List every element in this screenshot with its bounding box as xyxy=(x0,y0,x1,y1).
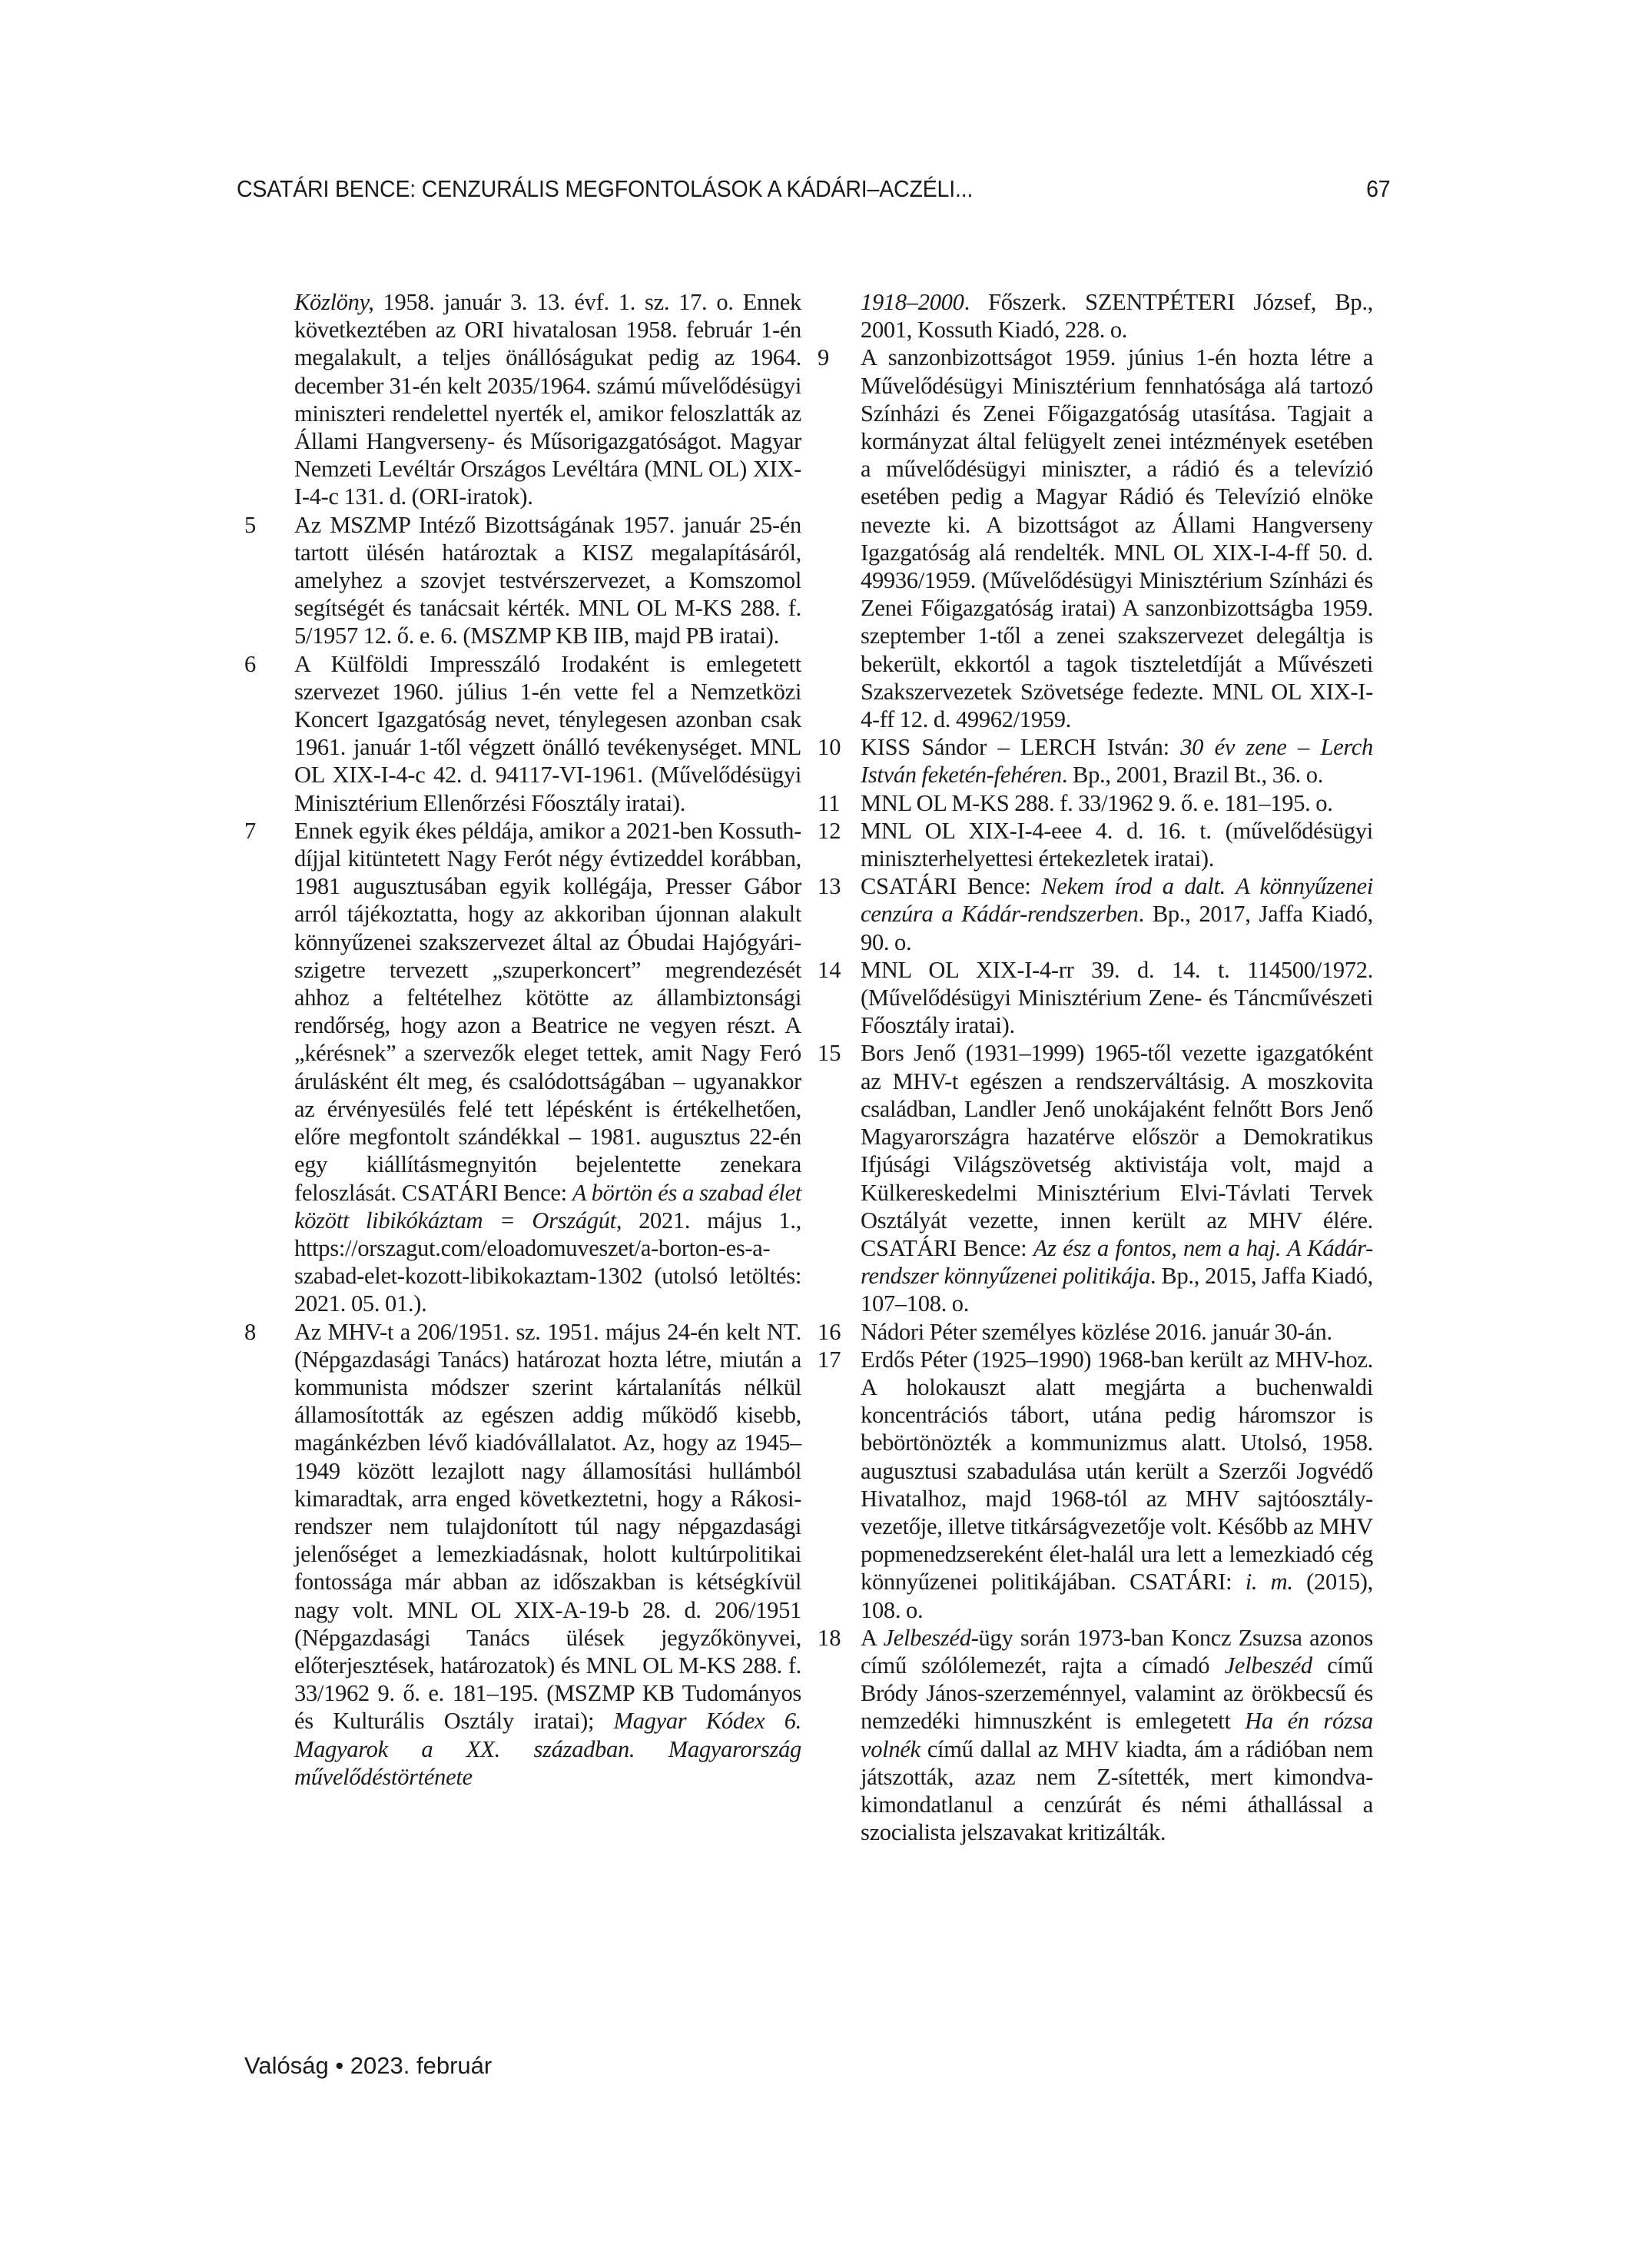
footnote-text: MNL OL XIX-I-4-rr 39. d. 14. t. 114500/1972. (Művelődésügyi Minisztérium Zene- és Táncművészeti Főosztály iratai). xyxy=(861,956,1373,1039)
footnote-number: 12 xyxy=(818,817,841,844)
footnote-9 xyxy=(818,344,1373,733)
footnote-14 xyxy=(818,956,1373,1040)
footnote-number: 18 xyxy=(818,1624,841,1651)
footnote-17 xyxy=(818,1346,1373,1624)
footnote-5 xyxy=(244,511,801,650)
footnote-text: A Külföldi Impresszáló Irodaként is emlegetett szervezet 1960. július 1-én vette fel a Nemzetközi Koncert Igazgatóság nevet, ténylegesen azonban csak 1961. január 1-től végzett önálló tevékenységet. MNL OL XIX-I-4-c 42. d. 94117-VI-1961. (Művelődésügyi Minisztérium Ellenőrzési Főosztály iratai). xyxy=(294,650,801,816)
footnote-8 xyxy=(244,1318,801,1791)
footnote-text: Közlöny, 1958. január 3. 13. évf. 1. sz. 17. o. Ennek következtében az ORI hivatalosan 1958. február 1-én megalakult, a teljes önállóságukat pedig az 1964. december 31-én kelt 2035/1964. számú művelődésügyi miniszteri rendelettel nyerték el, amikor feloszlatták az Állami Hangverseny- és Műsorigazgatóságot. Magyar Nemzeti Levéltár Országos Levéltára (MNL OL) XIX-I-4-c 131. d. (ORI-iratok). xyxy=(294,289,801,510)
footnote-number: 8 xyxy=(244,1318,257,1345)
footnote-text: MNL OL M-KS 288. f. 33/1962 9. ő. e. 181–195. o. xyxy=(861,789,1333,816)
footnote-text: Nádori Péter személyes közlése 2016. január 30-án. xyxy=(861,1318,1332,1345)
footnote-text: Ennek egyik ékes példája, amikor a 2021-ben Kossuth-díjjal kitüntetett Nagy Ferót négy évtizeddel korábban, 1981 augusztusában egyik kollégája, Presser Gábor arról tájékoztatta, hogy az akkoriban újonnan alakult könnyűzenei szakszervezet által az Óbudai Hajógyári-szigetre tervezett „szuperkoncert” megrendezését ahhoz a feltételhez kötötte az állambiztonsági rendőrség, hogy azon a Beatrice ne vegyen részt. A „kérésnek” a szervezők eleget tettek, amit Nagy Feró árulásként élt meg, és csalódottságában – ugyanakkor az érvényesülés felé tett lépésként is értékelhetően, előre megfontolt szándékkal – 1981. augusztus 22-én egy kiállításmegnyitón bejelentette zenekara feloszlását. CSATÁRI Bence: A börtön és a szabad élet között libikókáztam = Országút, 2021. május 1., https://orszagut.com/eloadomuveszet/a-borton-es-a-szabad-elet-kozott-libikokaztam-1302 (utolsó letöltés: 2021. 05. 01.). xyxy=(294,817,801,1317)
footnote-number: 13 xyxy=(818,873,841,900)
footnote-text: Az MSZMP Intéző Bizottságának 1957. január 25-én tartott ülésén határoztak a KISZ megalapításáról, amelyhez a szovjet testvérszervezet, a Komszomol segítségét és tanácsait kérték. MNL OL M-KS 288. f. 5/1957 12. ő. e. 6. (MSZMP KB IIB, majd PB iratai). xyxy=(294,511,801,649)
footnote-number: 6 xyxy=(244,650,257,677)
footnote-number: 10 xyxy=(818,734,841,761)
footnote-text: Bors Jenő (1931–1999) 1965-től vezette igazgatóként az MHV-t egészen a rendszerváltásig. A moszkovita családban, Landler Jenő unokájaként felnőtt Bors Jenő Magyarországra hazatérve először a Demokratikus Ifjúsági Világszövetség aktivistája volt, majd a Külkereskedelmi Minisztérium Elvi-Távlati Tervek Osztályát vezette, innen került az MHV élére. CSATÁRI Bence: Az ész a fontos, nem a haj. A Kádár-rendszer könnyűzenei politikája. Bp., 2015, Jaffa Kiadó, 107–108. o. xyxy=(861,1040,1373,1317)
footnote-number: 5 xyxy=(244,511,257,538)
footnote-text: MNL OL XIX-I-4-eee 4. d. 16. t. (művelődésügyi miniszterhelyettesi értekezletek iratai). xyxy=(861,817,1373,872)
footnote-16 xyxy=(818,1318,1373,1346)
running-title: CSATÁRI BENCE: CENZURÁLIS MEGFONTOLÁSOK A KÁDÁRI–ACZÉLI... xyxy=(237,175,974,202)
footnote-number: 16 xyxy=(818,1318,841,1345)
footnote-text: A Jelbeszéd-ügy során 1973-ban Koncz Zsuzsa azonos című szólólemezét, rajta a címadó Jelbeszéd című Bródy János-szerzeménnyel, valamint az örökbecsű és nemzedéki himnuszként is emlegetett Ha én rózsa volnék című dallal az MHV kiadta, ám a rádióban nem játszották, azaz nem Z-sítették, mert kimondva-kimondatlanul a cenzúrát és némi áthallással a szocialista jelszavakat kritizálták. xyxy=(861,1624,1374,1846)
footnote-15 xyxy=(818,1039,1373,1317)
footnote-11 xyxy=(818,789,1373,817)
footnote-text: A sanzonbizottságot 1959. június 1-én hozta létre a Művelődésügyi Minisztérium fennhatósága alá tartozó Színházi és Zenei Főigazgatóság utasítása. Tagjait a kormányzat által felügyelt zenei intézmények esetében a művelődésügyi miniszter, a rádió és a televízió esetében pedig a Magyar Rádió és Televízió elnöke nevezte ki. A bizottságot az Állami Hangverseny Igazgatóság alá rendelték. MNL OL XIX-I-4-ff 50. d. 49936/1959. (Művelődésügyi Minisztérium Színházi és Zenei Főigazgatóság iratai) A sanzonbizottságba 1959. szeptember 1-től a zenei szakszervezet delegáltja is bekerült, ekkortól a tagok tiszteletdíját a Művészeti Szakszervezetek Szövetsége fedezte. MNL OL XIX-I-4-ff 12. d. 49962/1959. xyxy=(861,344,1373,733)
footnote-text: KISS Sándor – LERCH István: 30 év zene – Lerch István feketén-fehéren. Bp., 2001, Brazil Bt., 36. o. xyxy=(861,734,1373,789)
footnote-continuation xyxy=(818,288,1373,344)
footnote-number: 17 xyxy=(818,1346,841,1373)
footnote-7 xyxy=(244,817,801,1318)
page-number: 67 xyxy=(1366,175,1391,202)
footnote-number: 9 xyxy=(818,344,830,371)
footnote-number: 15 xyxy=(818,1040,841,1067)
footnote-13 xyxy=(818,872,1373,956)
footnotes-right-column xyxy=(818,288,1373,1846)
footnote-text: CSATÁRI Bence: Nekem írod a dalt. A könnyűzenei cenzúra a Kádár-rendszerben. Bp., 2017, Jaffa Kiadó, 90. o. xyxy=(861,873,1373,955)
footnote-text: Erdős Péter (1925–1990) 1968-ban került az MHV-hoz. A holokauszt alatt megjárta a buchenwaldi koncentrációs tábort, utána pedig háromszor is bebörtönözték a kommunizmus alatt. Utolsó, 1958. augusztusi szabadulása után került a Szerzői Jogvédő Hivatalhoz, majd 1968-tól az MHV sajtóosztály-vezetője, illetve titkárságvezetője volt. Később az MHV popmenedzsereként élet-halál ura lett a lemezkiadó cég könnyűzenei politikájában. CSATÁRI: i. m. (2015), 108. o. xyxy=(861,1346,1373,1623)
footnote-number: 7 xyxy=(244,817,257,844)
footnote-text: 1918–2000. Főszerk. SZENTPÉTERI József, Bp., 2001, Kossuth Kiadó, 228. o. xyxy=(861,289,1373,344)
footnotes-left-column xyxy=(244,288,801,1791)
footnote-12 xyxy=(818,817,1373,872)
running-header xyxy=(237,175,1391,209)
footnote-number: 14 xyxy=(818,956,841,983)
footnote-18 xyxy=(818,1624,1373,1847)
footnote-6 xyxy=(244,650,801,817)
journal-footer: Valóság • 2023. február xyxy=(244,2052,493,2079)
footnote-text: Az MHV-t a 206/1951. sz. 1951. május 24-én kelt NT. (Népgazdasági Tanács) határozat hozta létre, miután a kommunista módszer szerint kártalanítás nélkül államosították az egészen addig működő kisebb, magánkézben lévő kiadóvállalatot. Az, hogy az 1945–1949 között lezajlott nagy államosítási hullámból kimaradtak, arra enged következtetni, hogy a Rákosi-rendszer nem tulajdonított túl nagy népgazdasági jelenőséget a lemezkiadásnak, holott kultúrpolitikai fontossága már abban az időszakban is kétségkívül nagy volt. MNL OL XIX-A-19-b 28. d. 206/1951 (Népgazdasági Tanács ülések jegyzőkönyvei, előterjesztések, határozatok) és MNL OL M-KS 288. f. 33/1962 9. ő. e. 181–195. (MSZMP KB Tudományos és Kulturális Osztály iratai); Magyar Kódex 6. Magyarok a XX. században. Magyarország művelődéstörténete xyxy=(294,1318,801,1790)
footnote-continuation xyxy=(244,288,801,511)
footnote-10 xyxy=(818,733,1373,789)
footnote-number: 11 xyxy=(818,789,841,816)
